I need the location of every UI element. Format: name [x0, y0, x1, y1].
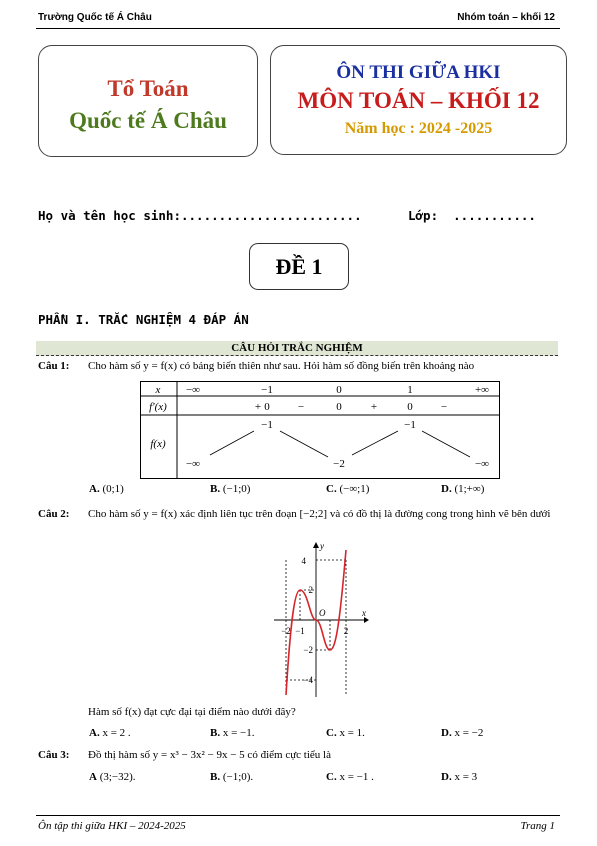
vt-x-2: 0	[336, 384, 342, 396]
vt-f-bot-0: −∞	[185, 458, 201, 470]
q1-variation-table	[140, 381, 500, 479]
q1-option-b[interactable]: B. (−1;0)	[210, 483, 251, 495]
q1-option-d[interactable]: D. (1;+∞)	[441, 483, 485, 495]
q3-option-b[interactable]: B. (−1;0).	[210, 771, 254, 783]
q2-graph	[270, 540, 370, 700]
vt-f-top-1: −1	[404, 419, 416, 431]
q2-tick-neg2: −2	[303, 645, 313, 655]
q2-question: Hàm số f(x) đạt cực đại tại điểm nào dưới đây?	[88, 706, 296, 718]
vt-x-3: 1	[407, 384, 413, 396]
vt-sign-6: −	[440, 401, 448, 413]
vt-arrow-down-2	[422, 431, 470, 457]
vt-x-1: −1	[261, 384, 273, 396]
exam-box	[270, 45, 567, 155]
q3-option-a[interactable]: A (3;−32).	[89, 771, 136, 783]
q2-tick-neg1: −1	[295, 626, 305, 636]
q2-tick-neg4: −4	[303, 675, 313, 685]
q2-origin-label: O	[319, 608, 326, 618]
vt-f-top-0: −1	[261, 419, 273, 431]
q2-option-b[interactable]: B. x = −1.	[210, 727, 255, 739]
section-title: CÂU HỎI TRẮC NGHIỆM	[36, 341, 558, 356]
footer-title: Ôn tập thi giữa HKI – 2024-2025	[38, 820, 186, 832]
part-title: PHẦN I. TRẮC NGHIỆM 4 ĐÁP ÁN	[38, 312, 249, 327]
q2-label: Câu 2:	[38, 508, 70, 520]
vt-fp-label: f′(x)	[149, 401, 167, 413]
footer-page-number: Trang 1	[520, 820, 555, 832]
vt-f-bot-2: −∞	[474, 458, 490, 470]
q2-tick-xneg2: −2	[281, 626, 291, 636]
q3-option-d[interactable]: D. x = 3	[441, 771, 478, 783]
student-class-field[interactable]: Lớp: ...........	[408, 208, 536, 223]
q1-option-c[interactable]: C. (−∞;1)	[326, 483, 370, 495]
vt-sign-5: 0	[407, 401, 413, 413]
q1-option-a[interactable]: A. (0;1)	[89, 483, 124, 495]
footer-divider	[36, 815, 560, 816]
vt-sign-3: 0	[336, 401, 342, 413]
q2-option-d[interactable]: D. x = −2	[441, 727, 484, 739]
q2-text: Cho hàm số y = f(x) xác định liên tục trên đoạn [−2;2] và có đồ thị là đường cong trong hình vẽ bên dưới	[88, 508, 551, 520]
q1-text: Cho hàm số y = f(x) có bảng biến thiên như sau. Hỏi hàm số đồng biến trên khoảng nào	[88, 360, 475, 372]
q3-option-c[interactable]: C. x = −1 .	[326, 771, 374, 783]
q2-x-axis-label: x	[362, 608, 366, 618]
exam-title: ÔN THI GIỮA HKI	[336, 62, 501, 83]
vt-x-label: x	[155, 384, 161, 396]
org-title: Tổ Toán	[107, 76, 189, 101]
vt-x-4: +∞	[474, 384, 490, 396]
header-divider	[36, 28, 560, 29]
vt-sign-2: −	[297, 401, 305, 413]
exam-subject: MÔN TOÁN – KHỐI 12	[297, 88, 540, 113]
exam-code-badge: ĐỀ 1	[249, 243, 349, 290]
q2-tick-x2: 2	[343, 626, 349, 636]
q1-label: Câu 1:	[38, 360, 70, 372]
vt-x-0: −∞	[185, 384, 201, 396]
vt-sign-1: 0	[264, 401, 270, 413]
q2-tick-2: 2	[308, 585, 313, 595]
q2-tick-4: 4	[301, 556, 306, 566]
q3-label: Câu 3:	[38, 749, 70, 761]
vt-arrow-down-1	[280, 431, 328, 457]
vt-f-bot-1: −2	[333, 458, 345, 470]
vt-sign-0: +	[254, 401, 262, 413]
q3-text: Đồ thị hàm số y = x³ − 3x² − 9x − 5 có điểm cực tiểu là	[88, 749, 331, 761]
q2-option-a[interactable]: A. x = 2 .	[89, 727, 131, 739]
student-name-field[interactable]: Họ và tên học sinh:........................	[38, 208, 362, 223]
q2-y-axis-label: y	[320, 541, 324, 551]
header-school: Trường Quốc tế Á Châu	[38, 12, 152, 23]
org-subtitle: Quốc tế Á Châu	[69, 108, 227, 133]
org-box	[38, 45, 258, 157]
vt-arrow-up-1	[210, 431, 254, 455]
vt-f-label: f(x)	[150, 438, 166, 450]
vt-arrow-up-2	[352, 431, 398, 455]
q2-option-c[interactable]: C. x = 1.	[326, 727, 365, 739]
vt-sign-4: +	[370, 401, 378, 413]
header-group: Nhóm toán – khối 12	[457, 12, 555, 23]
exam-year: Năm học : 2024 -2025	[344, 120, 493, 137]
